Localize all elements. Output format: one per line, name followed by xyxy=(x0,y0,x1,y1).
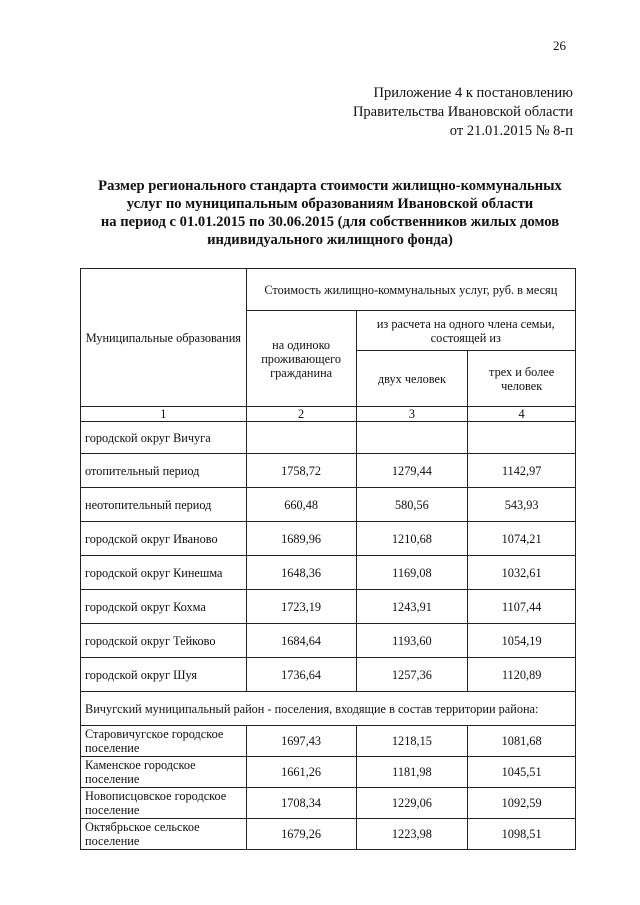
cell-three: 1045,51 xyxy=(468,757,576,788)
settlement-name xyxy=(81,726,247,757)
cell-three: 1081,68 xyxy=(468,726,576,757)
cell-single: 1723,19 xyxy=(246,590,356,624)
table-row xyxy=(81,624,576,658)
header-municipal: Муниципальные образования xyxy=(81,269,247,407)
title-line: на период с 01.01.2015 по 30.06.2015 (для собственников жилых домов xyxy=(100,214,560,230)
settlement-name-line: поселение xyxy=(85,772,140,786)
cell-two: 1181,98 xyxy=(356,757,468,788)
cell-single: 1661,26 xyxy=(246,757,356,788)
cell-single: 1689,96 xyxy=(246,522,356,556)
cell-single: 660,48 xyxy=(246,488,356,522)
appendix-line: Правительства Ивановской области xyxy=(352,104,573,120)
cell-single: 1736,64 xyxy=(246,658,356,692)
row-name: городской округ Вичуга xyxy=(81,422,247,454)
cell-three: 1074,21 xyxy=(468,522,576,556)
title-line: услуг по муниципальным образованиям Ивановской области xyxy=(126,196,534,212)
document-title xyxy=(70,177,590,249)
cell-single: 1679,26 xyxy=(246,819,356,850)
table-row xyxy=(81,522,576,556)
settlement-name-line: поселение xyxy=(85,803,140,817)
cell-three: 1092,59 xyxy=(468,788,576,819)
cell-three: 1120,89 xyxy=(468,658,576,692)
settlement-name-line: поселение xyxy=(85,834,140,848)
settlement-name-line: поселение xyxy=(85,741,140,755)
row-name: городской округ Кохма xyxy=(81,590,247,624)
cell-single: 1684,64 xyxy=(246,624,356,658)
cell-two: 580,56 xyxy=(356,488,468,522)
cell-three: 1107,44 xyxy=(468,590,576,624)
cell-single xyxy=(246,422,356,454)
settlement-name-line: Каменское городское xyxy=(85,758,196,772)
table-row xyxy=(81,556,576,590)
cell-two: 1210,68 xyxy=(356,522,468,556)
settlement-name xyxy=(81,819,247,850)
header-per-member: из расчета на одного члена семьи, состоящей из xyxy=(356,311,575,351)
cell-three: 1054,19 xyxy=(468,624,576,658)
cell-single: 1648,36 xyxy=(246,556,356,590)
cell-three: 1032,61 xyxy=(468,556,576,590)
cell-single: 1697,43 xyxy=(246,726,356,757)
cell-two: 1169,08 xyxy=(356,556,468,590)
cell-single: 1758,72 xyxy=(246,454,356,488)
row-name: городской округ Иваново xyxy=(81,522,247,556)
row-name: городской округ Кинешма xyxy=(81,556,247,590)
settlement-name-line: Октябрьское сельское xyxy=(85,820,200,834)
column-number-row xyxy=(81,407,576,422)
row-name: неотопительный период xyxy=(81,488,247,522)
header-three-plus: трех и более человек xyxy=(468,351,576,407)
appendix-line: от 21.01.2015 № 8-п xyxy=(449,123,573,139)
row-name: городской округ Тейково xyxy=(81,624,247,658)
settlement-name-line: Старовичугское городское xyxy=(85,727,224,741)
header-cost: Стоимость жилищно-коммунальных услуг, руб. в месяц xyxy=(246,269,575,311)
column-number: 2 xyxy=(246,407,356,422)
cell-single: 1708,34 xyxy=(246,788,356,819)
column-number: 1 xyxy=(81,407,247,422)
section-title: Вичугский муниципальный район - поселения, входящие в состав территории района: xyxy=(81,692,576,726)
table-row xyxy=(81,726,576,757)
row-name: отопительный период xyxy=(81,454,247,488)
cell-two: 1223,98 xyxy=(356,819,468,850)
table-row xyxy=(81,488,576,522)
title-line: Размер регионального стандарта стоимости жилищно-коммунальных xyxy=(98,178,562,194)
column-number: 3 xyxy=(356,407,468,422)
table-row xyxy=(81,757,576,788)
cost-table xyxy=(80,268,576,850)
table-row xyxy=(81,658,576,692)
cell-two: 1193,60 xyxy=(356,624,468,658)
title-line: индивидуального жилищного фонда) xyxy=(207,232,453,248)
table-row xyxy=(81,454,576,488)
cell-three: 543,93 xyxy=(468,488,576,522)
settlement-name xyxy=(81,788,247,819)
settlement-name xyxy=(81,757,247,788)
cell-two: 1279,44 xyxy=(356,454,468,488)
cell-two: 1229,06 xyxy=(356,788,468,819)
cell-two: 1243,91 xyxy=(356,590,468,624)
table-row xyxy=(81,819,576,850)
cell-two: 1257,36 xyxy=(356,658,468,692)
row-name: городской округ Шуя xyxy=(81,658,247,692)
cell-two: 1218,15 xyxy=(356,726,468,757)
table-row xyxy=(81,590,576,624)
cell-three xyxy=(468,422,576,454)
cell-three: 1142,97 xyxy=(468,454,576,488)
page-number: 26 xyxy=(553,38,566,53)
settlement-name-line: Новописцовское городское xyxy=(85,789,227,803)
cell-three: 1098,51 xyxy=(468,819,576,850)
appendix-reference xyxy=(353,84,573,141)
header-two: двух человек xyxy=(356,351,468,407)
header-single: на одиноко проживающего гражданина xyxy=(246,311,356,407)
cell-two xyxy=(356,422,468,454)
table-row xyxy=(81,788,576,819)
section-row xyxy=(81,692,576,726)
column-number: 4 xyxy=(468,407,576,422)
appendix-line: Приложение 4 к постановлению xyxy=(373,85,573,101)
table-row xyxy=(81,422,576,454)
